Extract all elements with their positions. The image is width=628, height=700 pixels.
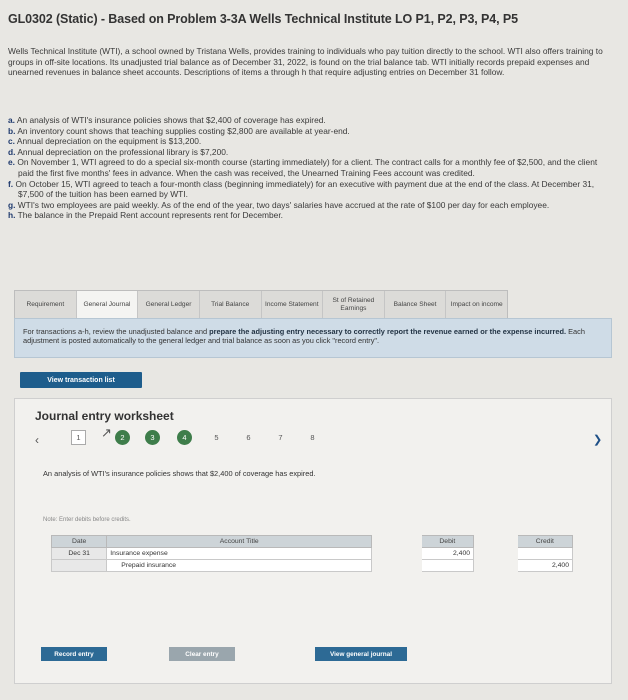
tab-impact-on-income[interactable]: Impact on income bbox=[450, 301, 503, 309]
tab-general-ledger[interactable]: General Ledger bbox=[138, 291, 200, 319]
nav-step-6[interactable]: 6 bbox=[246, 433, 251, 442]
nav-step-2[interactable]: 2 bbox=[115, 430, 130, 445]
date-cell[interactable]: Dec 31 bbox=[52, 548, 107, 560]
header-debit: Debit bbox=[421, 536, 473, 548]
header-date: Date bbox=[52, 536, 107, 548]
tab-requirement[interactable]: Requirement bbox=[15, 291, 77, 319]
table-header-row bbox=[52, 536, 573, 548]
cursor-icon: ↗ bbox=[101, 425, 112, 440]
item-e: e. On November 1, WTI agreed to do a special six-month course (starting immediately) for a client. The contract calls for a monthly fee of $2,500, and the client paid the first five months' fees in advance. When the cash was received, the Unearned Training Fees account was credited. bbox=[8, 157, 598, 178]
nav-step-7[interactable]: 7 bbox=[278, 433, 283, 442]
clear-entry-button[interactable]: Clear entry bbox=[169, 647, 235, 661]
instructions-banner: For transactions a-h, review the unadjusted balance and prepare the adjusting entry necessary to correctly report the revenue earned or the expense incurred. Each adjustment is posted automatically to the general ledger and trial balance as soon as you click "record entry". bbox=[14, 318, 612, 358]
item-a: a. An analysis of WTI's insurance policies shows that $2,400 of coverage has expired. bbox=[8, 115, 326, 125]
account-title-cell[interactable]: Prepaid insurance bbox=[107, 560, 372, 572]
table-row bbox=[52, 548, 573, 560]
tab-balance-sheet[interactable]: Balance Sheet bbox=[385, 291, 447, 319]
nav-step-3[interactable]: 3 bbox=[145, 430, 160, 445]
tab-retained-earnings[interactable]: St of Retained Earnings bbox=[323, 291, 385, 319]
entry-note: Note: Enter debits before credits. bbox=[43, 517, 131, 523]
page-title: GL0302 (Static) - Based on Problem 3-3A Wells Technical Institute LO P1, P2, P3, P4, P5 bbox=[8, 12, 518, 26]
journal-entry-table bbox=[51, 535, 573, 572]
date-cell[interactable] bbox=[52, 560, 107, 572]
adjustment-items-list bbox=[8, 115, 614, 221]
problem-intro: Wells Technical Institute (WTI), a school owned by Tristana Wells, provides training to individuals who pay tuition directly to the school. WTI also offers training to groups in off-site locations. Its unadjusted trial balance as of December 31, 2022, is found on the trial balance tab. WTI initially records prepaid expenses and unearned revenues in balance sheet accounts. Descriptions of items a through h that require adjusting entries on December 31 follow. bbox=[8, 46, 603, 78]
chevron-left-icon[interactable]: ‹ bbox=[35, 433, 39, 447]
debit-cell[interactable] bbox=[421, 560, 473, 572]
item-f: f. On October 15, WTI agreed to teach a four-month class (beginning immediately) for an executive with payment due at the end of the class. At December 31, $7,500 of the tuition has been earned by WTI. bbox=[8, 178, 595, 200]
tab-general-journal[interactable]: General Journal bbox=[77, 291, 139, 319]
nav-step-1[interactable]: 1 bbox=[71, 430, 86, 445]
header-account-title: Account Title bbox=[107, 536, 372, 548]
view-general-journal-button[interactable]: View general journal bbox=[315, 647, 407, 661]
table-row bbox=[52, 560, 573, 572]
item-g: g. WTI's two employees are paid weekly. As of the end of the year, two days' salaries have accrued at the rate of $100 per day for each employee. bbox=[8, 199, 550, 210]
view-transaction-list-button[interactable]: View transaction list bbox=[20, 372, 142, 388]
journal-entry-worksheet bbox=[14, 398, 612, 684]
account-title-cell[interactable]: Insurance expense bbox=[107, 548, 372, 560]
record-entry-button[interactable]: Record entry bbox=[41, 647, 107, 661]
credit-cell[interactable]: 2,400 bbox=[517, 560, 572, 572]
tab-income-statement[interactable]: Income Statement bbox=[262, 291, 324, 319]
nav-step-4[interactable]: 4 bbox=[177, 430, 192, 445]
chevron-right-icon[interactable]: ❯ bbox=[593, 434, 603, 446]
credit-cell[interactable] bbox=[517, 548, 572, 560]
item-h: h. The balance in the Prepaid Rent account represents rent for December. bbox=[8, 210, 283, 221]
header-credit: Credit bbox=[517, 536, 572, 548]
debit-cell[interactable]: 2,400 bbox=[421, 548, 473, 560]
item-c: c. Annual depreciation on the equipment is $13,200. bbox=[8, 136, 202, 147]
tab-trial-balance[interactable]: Trial Balance bbox=[200, 291, 262, 319]
item-d: d. Annual depreciation on the professional library is $7,200. bbox=[8, 146, 229, 157]
nav-step-5[interactable]: 5 bbox=[214, 433, 219, 442]
worksheet-tabs bbox=[14, 290, 508, 320]
nav-step-8[interactable]: 8 bbox=[310, 433, 315, 442]
worksheet-title: Journal entry worksheet bbox=[35, 409, 174, 423]
transaction-description: An analysis of WTI's insurance policies shows that $2,400 of coverage has expired. bbox=[43, 469, 316, 478]
item-b: b. An inventory count shows that teaching supplies costing $2,800 are available at year-end. bbox=[8, 125, 350, 136]
